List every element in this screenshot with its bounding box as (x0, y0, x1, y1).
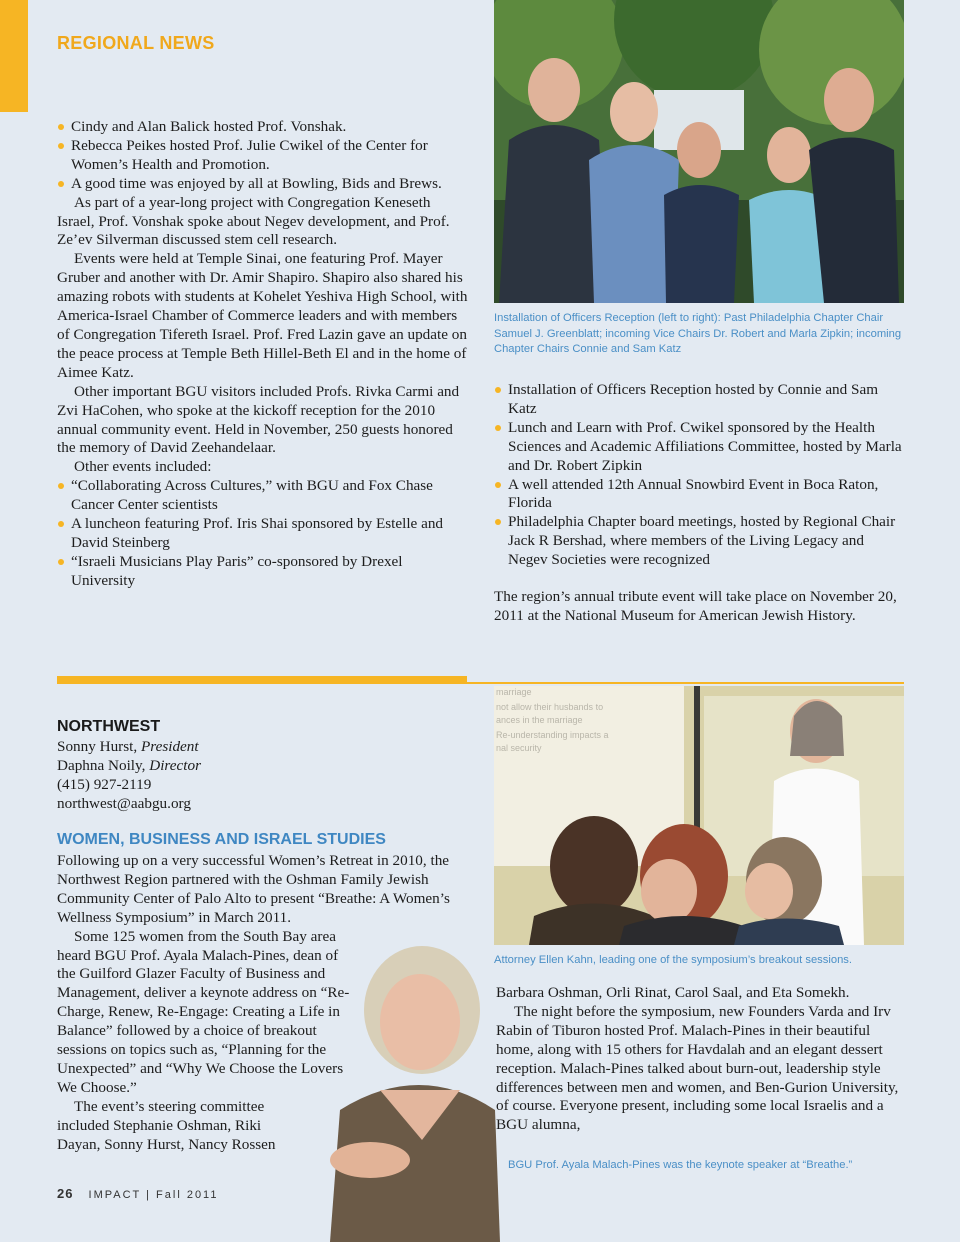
president-role: President (140, 737, 199, 755)
list-item: A good time was enjoyed by all at Bowling, Bids and Brews. (57, 175, 469, 194)
paragraph: The event’s steering committee included Stephanie Oshman, Riki Dayan, Sonny Hurst, Nancy Rossen (57, 1097, 276, 1153)
accent-bar (0, 0, 28, 112)
section-divider (57, 676, 467, 684)
article-continued (496, 984, 908, 1135)
paragraph: Following up on a very successful Women’s Retreat in 2010, the Northwest Region partnered with the Oshman Family Jewish Community Center of Palo Alto to present “Breathe: A Women’s Wellness Symposium” in March 2011. (57, 852, 450, 926)
director-role: Director (149, 756, 201, 774)
president-name: Sonny Hurst, (57, 737, 138, 755)
slide-text: nal security (496, 743, 542, 753)
paragraph: As part of a year-long project with Congregation Keneseth Israel, Prof. Vonshak spoke about Negev development, and Prof. Ze’ev Silverman discussed stem cell research. (57, 193, 450, 249)
paragraph: Other important BGU visitors included Profs. Rivka Carmi and Zvi HaCohen, who spoke at the kickoff reception for the 2010 annual community event. Held in November, 250 guests honored the memory of David Zeehandelaar. (57, 382, 460, 457)
list-item: Philadelphia Chapter board meetings, hosted by Regional Chair Jack R Bershad, where members of the Living Legacy and Negev Societies were recognized (494, 513, 906, 570)
list-item: “Collaborating Across Cultures,” with BGU and Fox Chase Cancer Center scientists (57, 477, 469, 515)
photo-caption: Attorney Ellen Kahn, leading one of the symposium’s breakout sessions. (494, 954, 852, 966)
page-footer (57, 1186, 218, 1201)
slide-text: Re-understanding impacts a (496, 730, 609, 740)
region-heading: NORTHWEST (57, 718, 161, 735)
paragraph: Events were held at Temple Sinai, one featuring Prof. Mayer Gruber and another with Dr. Amir Shapiro. Shapiro also shared his amazing robots with students at Kohelet Yeshiva High School, with America-Israel Chamber of Commerce leaders and with members of Congregation Tifereth Israel. Prof. Fred Lazin gave an update on the peace process at Temple Beth Hillel-Beth El and in the home of Aimee Katz. (57, 250, 468, 381)
director-name: Daphna Noily, (57, 756, 146, 774)
list-item: Cindy and Alan Balick hosted Prof. Vonshak. (57, 118, 469, 137)
paragraph: Barbara Oshman, Orli Rinat, Carol Saal, and Eta Somekh. (496, 984, 850, 1001)
bullet-list-bottom (57, 477, 469, 590)
list-item: Rebecca Peikes hosted Prof. Julie Cwikel of the Center for Women’s Health and Promotion. (57, 137, 469, 175)
list-item: A luncheon featuring Prof. Iris Shai sponsored by Estelle and David Steinberg (57, 515, 469, 553)
publication-name: IMPACT | Fall 2011 (88, 1189, 219, 1201)
portrait-caption: BGU Prof. Ayala Malach-Pines was the keynote speaker at “Breathe.” (508, 1159, 853, 1171)
bullet-list-right (494, 381, 906, 570)
president-line (57, 738, 201, 757)
section-divider-thin (467, 682, 904, 684)
page-number: 26 (57, 1186, 74, 1201)
email-link[interactable]: northwest@aabgu.org (57, 794, 191, 812)
symposium-photo (494, 686, 904, 945)
group-photo (494, 0, 904, 303)
list-item: Lunch and Learn with Prof. Cwikel sponsored by the Health Sciences and Academic Affiliations Committee, hosted by Marla and Dr. Robert Zipkin (494, 419, 906, 476)
paragraph: Some 125 women from the South Bay area heard BGU Prof. Ayala Malach-Pines, dean of the Guilford Glazer Faculty of Business and Management, deliver a keynote address on “Re-Charge, Renew, Re-Engage: Creating a Life in Balance” followed by a choice of breakout sessions on topics such as, “Planning for the Unexpected” and “Why We Choose the Lovers We Choose.” (57, 927, 350, 1096)
phone: (415) 927-2119 (57, 775, 152, 793)
list-item: “Israeli Musicians Play Paris” co-sponsored by Drexel University (57, 553, 469, 591)
photo-caption: Installation of Officers Reception (left to right): Past Philadelphia Chapter Chair Samuel J. Greenblatt; incoming Vice Chairs Dr. Robert and Marla Zipkin; incoming Chapter Chairs Connie and Sam Katz (494, 312, 902, 355)
director-line (57, 757, 201, 776)
list-item: A well attended 12th Annual Snowbird Event in Boca Raton, Florida (494, 476, 906, 514)
speaker-portrait (310, 940, 500, 1242)
list-item: Installation of Officers Reception hosted by Connie and Sam Katz (494, 381, 906, 419)
northwest-contact (57, 718, 201, 814)
slide-text: marriage (496, 687, 532, 697)
event-note: The region’s annual tribute event will take place on November 20, 2011 at the National Museum for American Jewish History. (494, 588, 897, 624)
left-column (57, 118, 469, 591)
article-heading: WOMEN, BUSINESS AND ISRAEL STUDIES (57, 831, 386, 848)
right-column (494, 381, 906, 626)
paragraph: The night before the symposium, new Founders Varda and Irv Rabin of Tiburon hosted Prof. Malach-Pines in their beautiful home, along with 15 others for Havdalah and an elegant dessert reception. Malach-Pines talked about burn-out, leadership style differences between men and women, and Ben-Gurion University, of course. Everyone present, including some local Israelis and a BGU alumna, (496, 1002, 899, 1134)
bullet-list-top (57, 118, 469, 194)
paragraph: Other events included: (74, 458, 212, 476)
slide-text: not allow their husbands to (496, 702, 604, 712)
slide-text: ances in the marriage (496, 715, 583, 725)
section-label: REGIONAL NEWS (57, 33, 215, 53)
